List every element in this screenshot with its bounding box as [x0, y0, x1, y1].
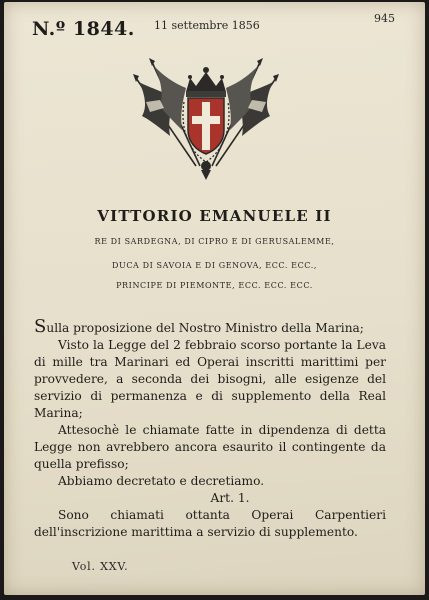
decree-paragraph: Abbiamo decretato e decretiamo.: [58, 474, 265, 488]
decree-number: N.º 1844.: [32, 18, 135, 40]
decree-date: 11 settembre 1856: [154, 19, 260, 32]
document-page: [4, 2, 425, 595]
page-number: 945: [374, 12, 395, 25]
decree-paragraph: Visto la Legge del 2 febbraio scorso portante la Leva di mille tra Marinari ed Operai inscritti marittimi per provvedere, a seconda dei bisogni, alle esigenze del servizio di permanenza e di supplemento della Real Marina;: [34, 338, 386, 420]
decree-paragraph: Attesochè le chiamate fatte in dipendenza di detta Legge non avrebbero ancora esaurito il contingente da quella prefisso;: [34, 423, 386, 471]
royal-title-line: PRINCIPE DI PIEMONTE, ECC. ECC. ECC.: [116, 281, 313, 290]
royal-title-line: DUCA DI SAVOIA E DI GENOVA, ECC. ECC.,: [111, 261, 318, 270]
decree-body: [34, 318, 386, 541]
savoy-coat-of-arms-with-flags-icon: [130, 58, 282, 182]
royal-title-line: RE DI SARDEGNA, DI CIPRO E DI GERUSALEMME,: [94, 237, 335, 246]
decree-paragraph: Sono chiamati ottanta Operai Carpentieri dell'inscrizione marittima a servizio di supplemento.: [34, 508, 386, 539]
article-heading: Art. 1.: [210, 491, 250, 505]
volume-label: Vol. XXV.: [72, 560, 129, 573]
decree-paragraph: Sulla proposizione del Nostro Ministro della Marina;: [34, 316, 364, 337]
king-name-heading: VITTORIO EMANUELE II: [97, 207, 332, 225]
